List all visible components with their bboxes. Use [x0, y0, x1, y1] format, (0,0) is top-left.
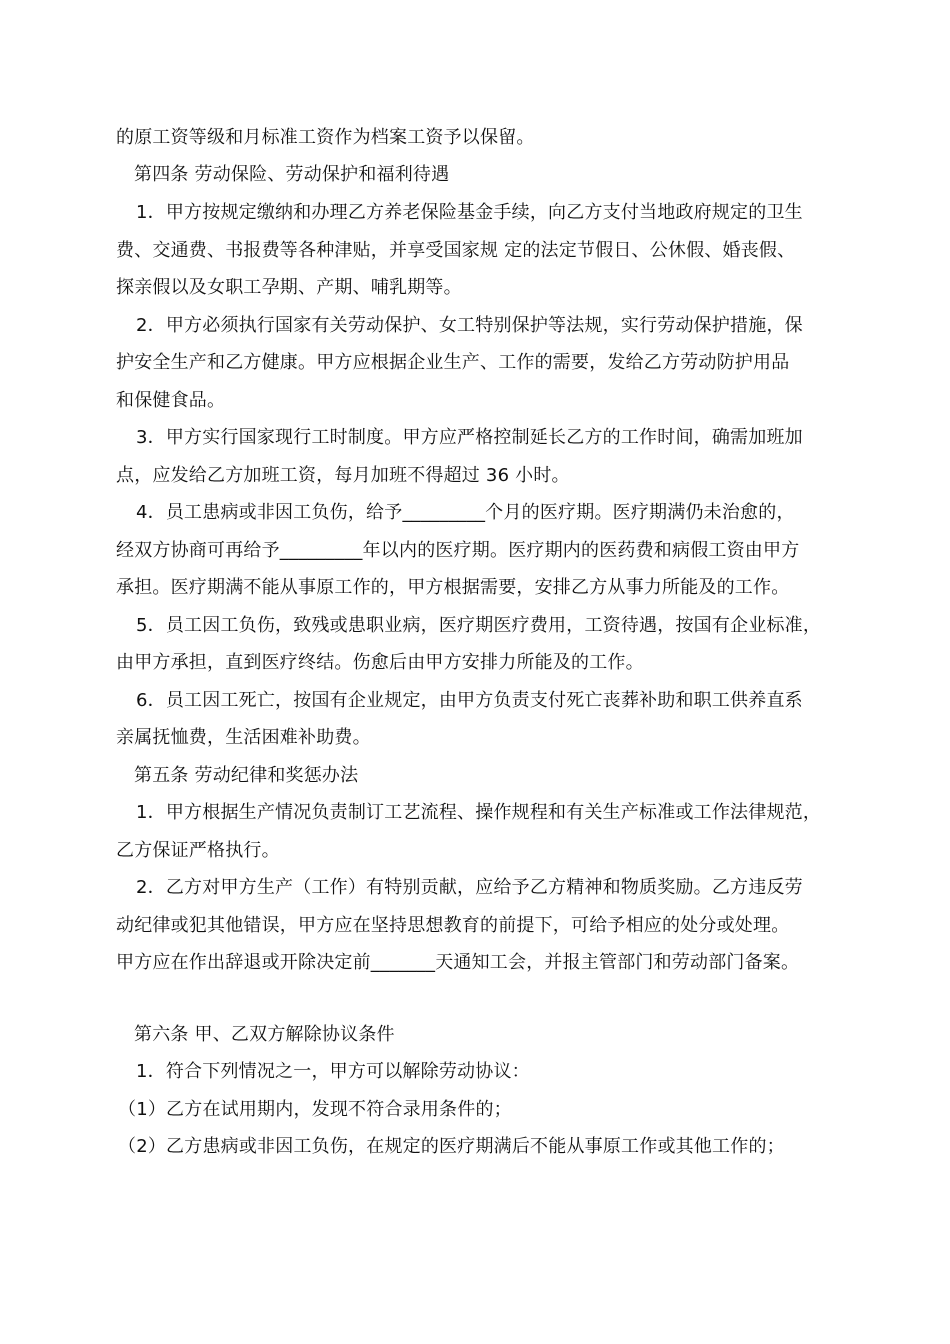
paragraph-line: 1．甲方根据生产情况负责制订工艺流程、操作规程和有关生产标准或工作法律规范， — [136, 802, 822, 823]
paragraph-line: 经双方协商可再给予_________年以内的医疗期。医疗期内的医药费和病假工资由甲方 — [116, 540, 800, 561]
section-heading: 第四条 劳动保险、劳动保护和福利待遇 — [134, 164, 450, 185]
paragraph-line: 1．甲方按规定缴纳和办理乙方养老保险基金手续，向乙方支付当地政府规定的卫生 — [136, 202, 803, 223]
paragraph-line: 探亲假以及女职工孕期、产期、哺乳期等。 — [116, 277, 462, 298]
paragraph-line: 2．甲方必须执行国家有关劳动保护、女工特别保护等法规，实行劳动保护措施，保 — [136, 315, 803, 336]
section-heading: 第六条 甲、乙双方解除协议条件 — [134, 1024, 395, 1045]
paragraph-line: 由甲方承担，直到医疗终结。伤愈后由甲方安排力所能及的工作。 — [116, 652, 644, 673]
paragraph-line: 3．甲方实行国家现行工时制度。甲方应严格控制延长乙方的工作时间，确需加班加 — [136, 427, 803, 448]
list-item: （1）乙方在试用期内，发现不符合录用条件的； — [118, 1099, 512, 1120]
paragraph-line: 1．符合下列情况之一，甲方可以解除劳动协议： — [136, 1061, 530, 1082]
paragraph-line: 5．员工因工负伤，致残或患职业病，医疗期医疗费用，工资待遇，按国有企业标准， — [136, 615, 822, 636]
paragraph-line: 点，应发给乙方加班工资，每月加班不得超过 36 小时。 — [116, 465, 570, 486]
paragraph-line: 护安全生产和乙方健康。甲方应根据企业生产、工作的需要，发给乙方劳动防护用品 — [116, 352, 790, 373]
paragraph-line: 承担。医疗期满不能从事原工作的，甲方根据需要，安排乙方从事力所能及的工作。 — [116, 577, 790, 598]
paragraph-line: 2．乙方对甲方生产（工作）有特别贡献，应给予乙方精神和物质奖励。乙方违反劳 — [136, 877, 803, 898]
paragraph-line: 动纪律或犯其他错误，甲方应在坚持思想教育的前提下，可给予相应的处分或处理。 — [116, 915, 790, 936]
paragraph-line: 甲方应在作出辞退或开除决定前_______天通知工会，并报主管部门和劳动部门备案。 — [116, 952, 800, 973]
list-item: （2）乙方患病或非因工负伤，在规定的医疗期满后不能从事原工作或其他工作的； — [118, 1136, 785, 1157]
paragraph-line: 和保健食品。 — [116, 390, 226, 411]
paragraph-line: 乙方保证严格执行。 — [116, 840, 280, 861]
paragraph-line: 6．员工因工死亡，按国有企业规定，由甲方负责支付死亡丧葬补助和职工供养直系 — [136, 690, 803, 711]
section-heading: 第五条 劳动纪律和奖惩办法 — [134, 765, 359, 786]
paragraph-line: 亲属抚恤费，生活困难补助费。 — [116, 727, 371, 748]
paragraph-line: 4．员工患病或非因工负伤，给予_________个月的医疗期。医疗期满仍未治愈的， — [136, 502, 795, 523]
paragraph-line: 的原工资等级和月标准工资作为档案工资予以保留。 — [116, 127, 535, 148]
paragraph-line: 费、交通费、书报费等各种津贴，并享受国家规 定的法定节假日、公休假、婚丧假、 — [116, 240, 796, 261]
